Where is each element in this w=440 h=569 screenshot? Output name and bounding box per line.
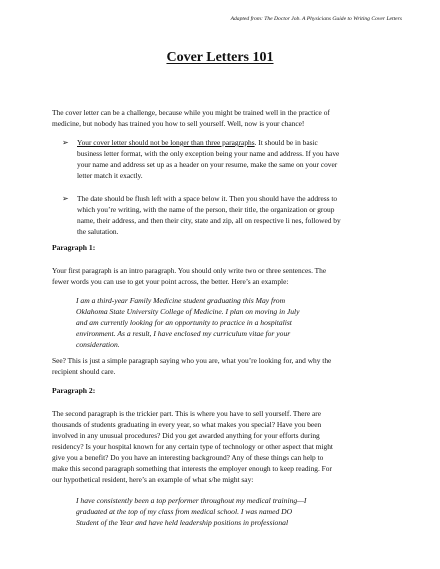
body-line: recipient should care. <box>52 367 116 376</box>
example-line: I have consistently been a top performer throughout my medical training—I <box>76 496 307 505</box>
bullet-line: business letter format, with the only exception being your name and address. If you have <box>77 149 340 158</box>
example-line: I am a third-year Family Medicine student graduating this May from <box>76 296 286 305</box>
body-line: involved in any unusual procedures? Did you get awarded anything for your efforts during <box>52 431 320 440</box>
bullet-line: your name and address set up as a header on your resume, make the same on your cover <box>77 160 338 169</box>
intro-line: medicine, but nobody has trained you how to sell yourself. Well, now is your chance! <box>52 119 305 128</box>
paragraph1-body <box>52 265 392 287</box>
bullet-line: letter match it exactly. <box>77 171 143 180</box>
bullet-line: name, their address, and then their city, state and zip, all on respective li nes, followed by <box>77 216 341 225</box>
body-line: Your first paragraph is an intro paragraph. You should only write two or three sentences. The <box>52 266 327 275</box>
bullet-arrow-icon: ➢ <box>62 138 69 147</box>
bullet-rest-text: . It should be in basic <box>254 138 318 147</box>
page-title-text: Cover Letters 101 <box>166 50 274 65</box>
bullet-line: which you’re writing, with the name of the person, their title, the organization or group <box>77 205 335 214</box>
body-line: See? This is just a simple paragraph saying who you are, what you’re looking for, and why the <box>52 356 332 365</box>
example-line: consideration. <box>76 340 120 349</box>
example-line: and am currently looking for an opportunity to practice in a hospitalist <box>76 318 292 327</box>
example-line: Student of the Year and have held leadership positions in professional <box>76 518 289 527</box>
bullet-paragraph-length <box>77 137 397 181</box>
intro-paragraph <box>52 107 392 129</box>
body-line: thousands of students graduating in every year, so what makes you special? Have you been <box>52 420 322 429</box>
body-line: give you a benefit? Do you have an interesting background? Any of these things can help to <box>52 453 324 462</box>
page-title <box>0 50 440 66</box>
bullet-line: The date should be flush left with a space below it. Then you should have the address to <box>77 194 338 203</box>
paragraph2-body <box>52 408 392 485</box>
example-line: Oklahoma State University College of Medicine. I plan on moving in July <box>76 307 300 316</box>
paragraph1-example <box>76 295 392 350</box>
body-line: The second paragraph is the trickier part. This is where you have to sell yourself. There are <box>52 409 321 418</box>
attribution-note: Adapted from: The Doctor Job. A Physicians Guide to Writing Cover Letters <box>230 16 402 22</box>
paragraph1-after <box>52 355 392 377</box>
example-line: graduated at the top of my class from medical school. I was named DO <box>76 507 293 516</box>
body-line: make this second paragraph something that interests the employer enough to keep reading. For <box>52 464 332 473</box>
paragraph2-example <box>76 495 392 528</box>
bullet-arrow-icon: ➢ <box>62 194 69 203</box>
paragraph2-heading: Paragraph 2: <box>52 386 96 395</box>
intro-line: The cover letter can be a challenge, because while you might be trained well in the practice of <box>52 108 330 117</box>
body-line: residency? Is your hospital known for any certain type of technology or other aspect that might <box>52 442 333 451</box>
example-line: environment. As a result, I have enclosed my curriculum vitae for your <box>76 329 291 338</box>
bullet-underlined-text: Your cover letter should not be longer than three paragraphs <box>77 138 255 147</box>
body-line: our hypothetical resident, here’s an example of what s/he might say: <box>52 475 254 484</box>
bullet-line: the salutation. <box>77 227 119 236</box>
paragraph1-heading: Paragraph 1: <box>52 243 96 252</box>
bullet-paragraph-address <box>77 193 397 237</box>
body-line: fewer words you can use to get your point across, the better. Here’s an example: <box>52 277 289 286</box>
bullet-line <box>77 137 397 148</box>
